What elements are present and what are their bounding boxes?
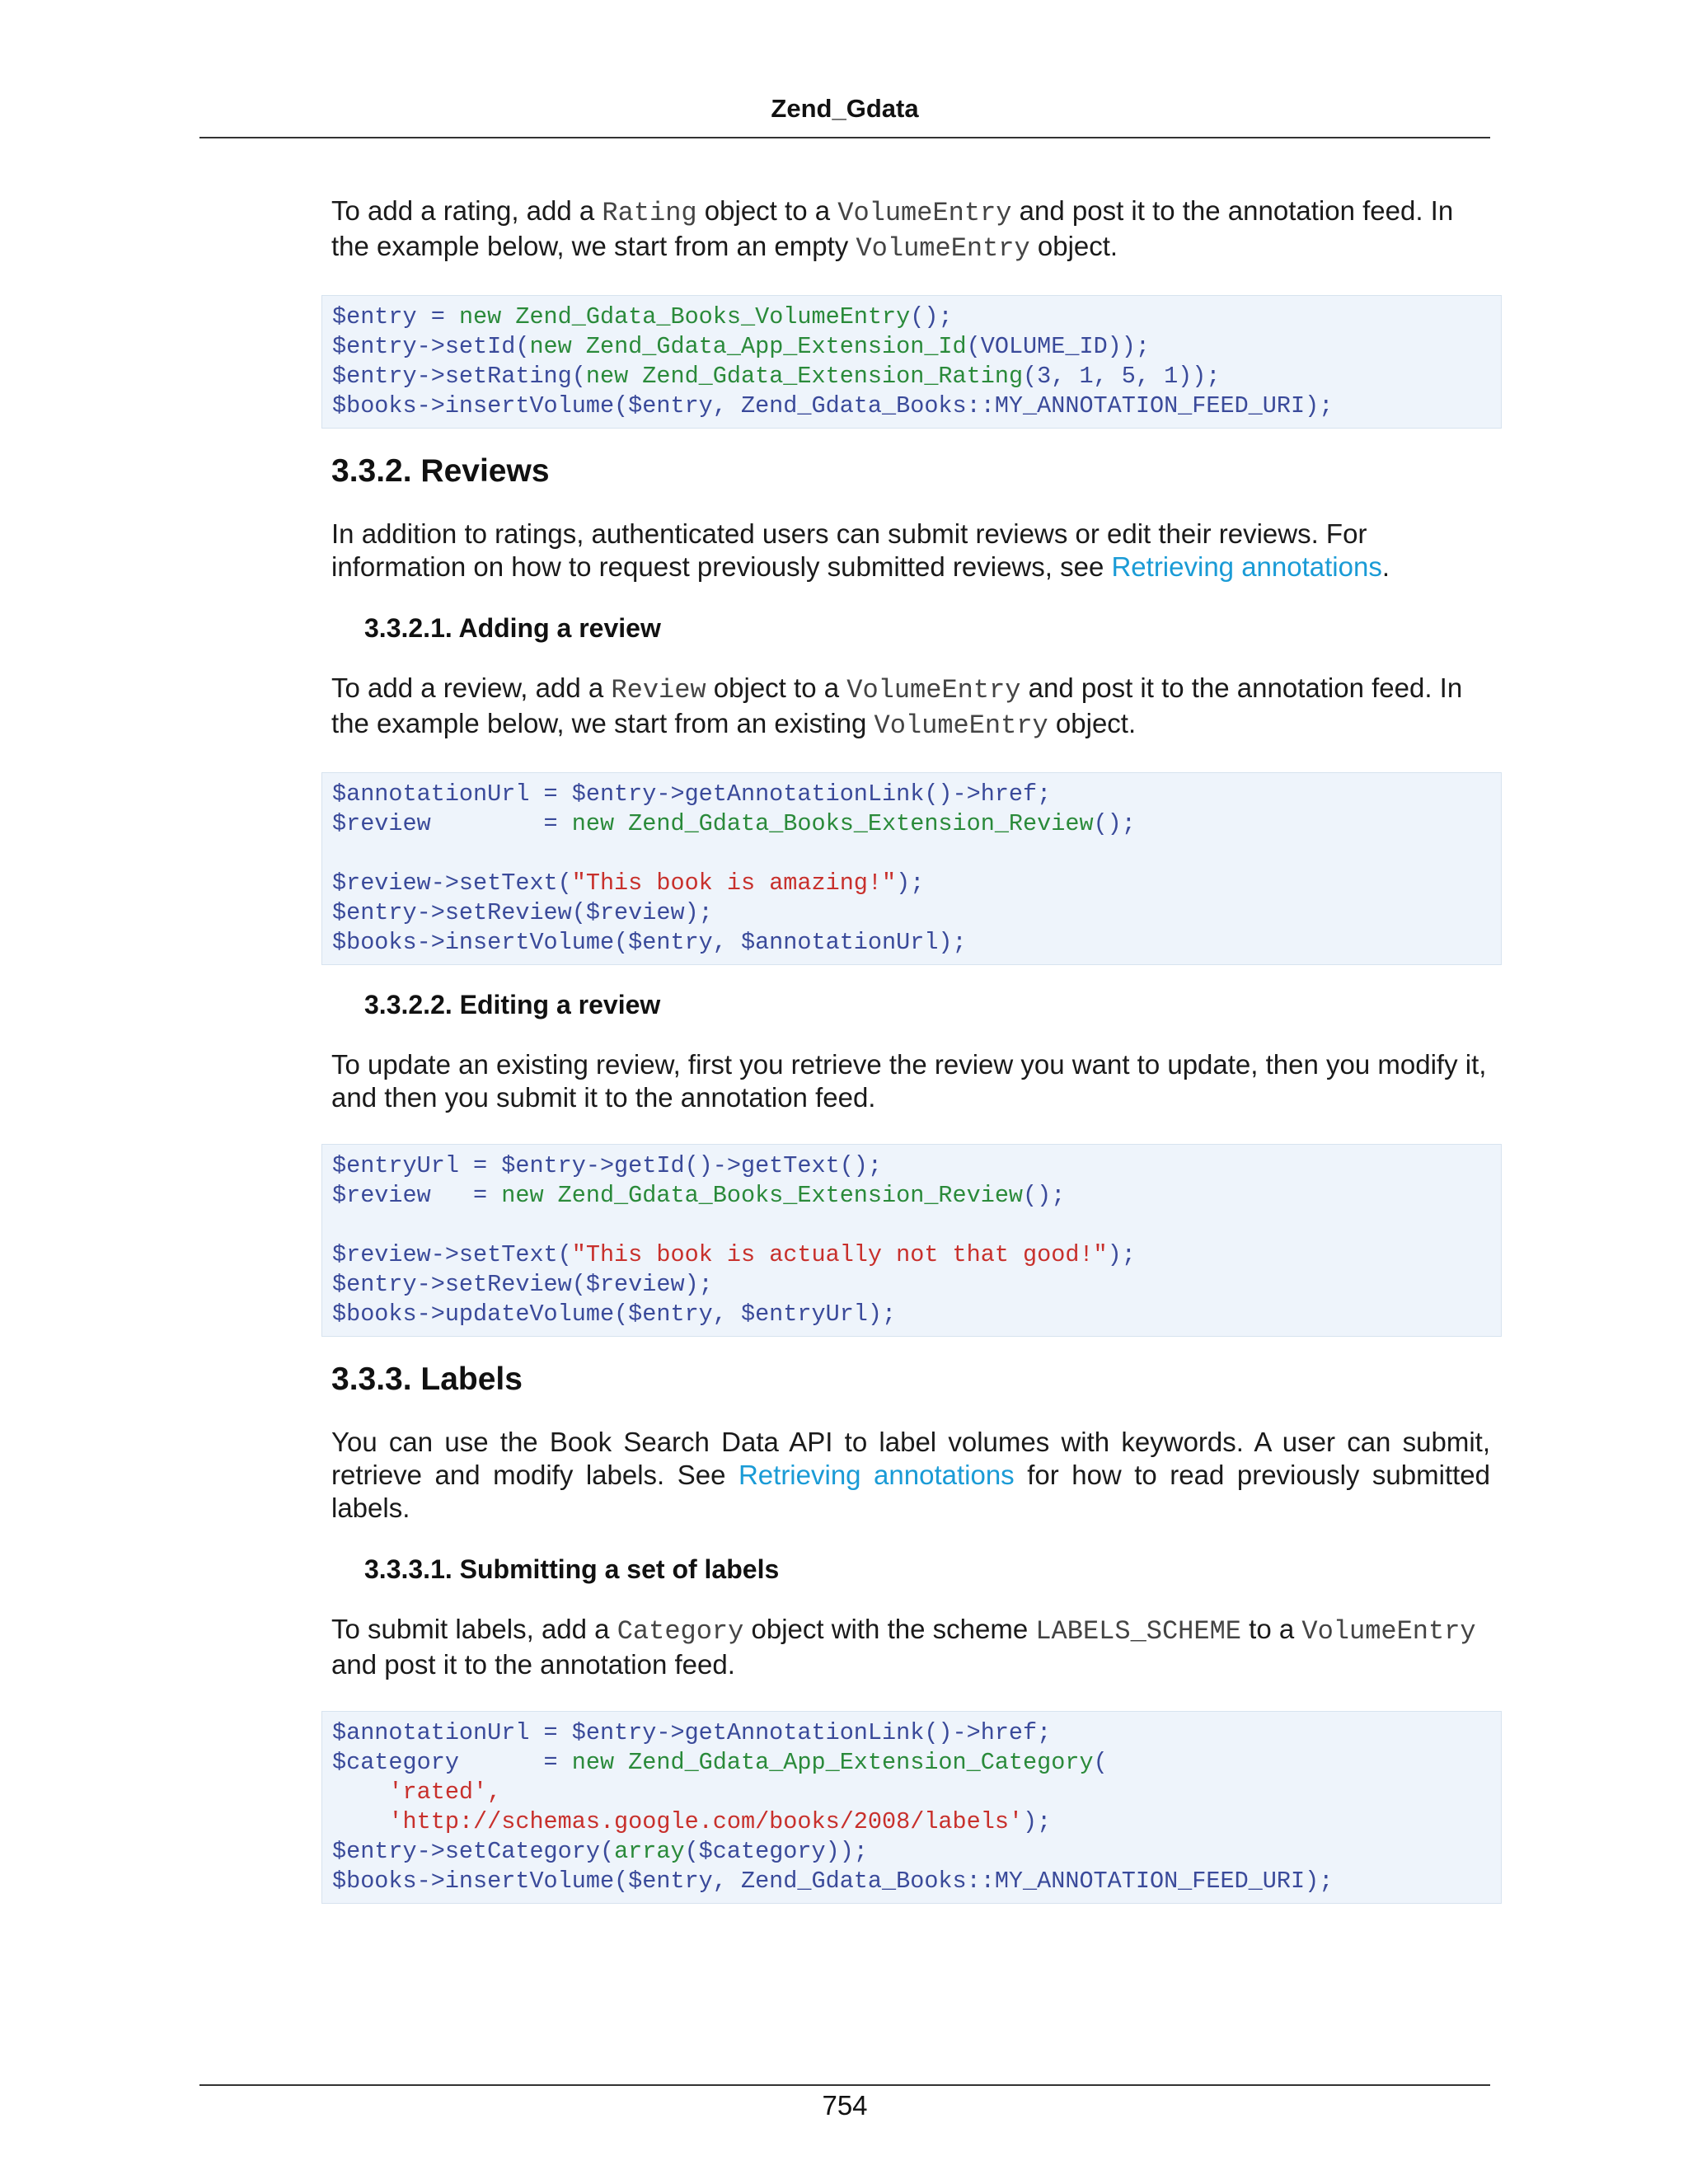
text-fragment: You can use the Book Search Data API to label volumes with keywords. A user can submit, retrieve and modify labels. See	[331, 1427, 1490, 1490]
code-string: "This book is amazing!"	[571, 869, 897, 897]
subsection-heading-editing-review: 3.3.2.2. Editing a review	[364, 990, 661, 1019]
code-token: (	[1093, 1749, 1108, 1776]
code-token: $books->updateVolume($entry, $entryUrl);	[332, 1301, 897, 1328]
code-token: );	[1023, 1808, 1052, 1835]
code-token: (3, 1, 5, 1));	[1023, 363, 1221, 390]
code-string: "This book is actually not that good!"	[571, 1241, 1108, 1268]
inline-code-category: Category	[617, 1616, 744, 1647]
code-token: ();	[1023, 1182, 1066, 1209]
rating-intro-paragraph	[331, 194, 1490, 265]
page-content	[331, 194, 1490, 1929]
text-fragment: In addition to ratings, authenticated users can submit reviews or edit their reviews. For information on how to request previously submitted reviews, see	[331, 518, 1367, 582]
text-fragment: for how to read previously submitted labels.	[331, 1460, 1491, 1523]
text-fragment: To add a rating, add a	[331, 195, 603, 226]
text-fragment: object to a	[696, 195, 838, 226]
code-token: $review->setText(	[332, 869, 572, 897]
code-token: $category =	[332, 1749, 572, 1776]
code-token: $annotationUrl = $entry->getAnnotationLink()->href;	[332, 780, 1052, 808]
code-block-edit-review[interactable]	[321, 1144, 1502, 1337]
code-token: new Zend_Gdata_Books_VolumeEntry	[458, 303, 911, 330]
reviews-paragraph	[331, 518, 1490, 583]
page-number: 754	[822, 2090, 868, 2121]
code-token: $review->setText(	[332, 1241, 572, 1268]
code-token: $annotationUrl = $entry->getAnnotationLink()->href;	[332, 1719, 1052, 1746]
code-token: $entry =	[332, 303, 459, 330]
section-heading-reviews: 3.3.2. Reviews	[331, 453, 550, 489]
text-fragment: To add a review, add a	[331, 673, 612, 703]
code-token: $entry->setReview($review);	[332, 1271, 713, 1298]
inline-code-volumeentry: VolumeEntry	[1301, 1616, 1476, 1647]
text-fragment: object with the scheme	[743, 1614, 1036, 1644]
code-token: $review =	[332, 1182, 502, 1209]
code-token: array	[614, 1838, 685, 1865]
code-token: );	[896, 869, 925, 897]
subsection-heading-submitting-labels: 3.3.3.1. Submitting a set of labels	[364, 1554, 780, 1584]
code-token: $entry->setRating(	[332, 363, 586, 390]
text-fragment: object.	[1029, 231, 1118, 261]
text-fragment: object.	[1048, 708, 1137, 738]
code-token: $entry->setReview($review);	[332, 899, 713, 926]
retrieving-annotations-link[interactable]: Retrieving annotations	[738, 1460, 1015, 1490]
code-token: ();	[1093, 810, 1136, 837]
retrieving-annotations-link[interactable]: Retrieving annotations	[1111, 551, 1382, 582]
running-header: Zend_Gdata	[771, 94, 919, 123]
code-token: $books->insertVolume($entry, Zend_Gdata_Books::MY_ANNOTATION_FEED_URI);	[332, 392, 1334, 419]
subsection-heading-adding-review: 3.3.2.1. Adding a review	[364, 613, 661, 643]
inline-code-volumeentry: VolumeEntry	[837, 198, 1012, 228]
text-fragment: object to a	[706, 673, 847, 703]
code-string: 'rated',	[332, 1779, 502, 1806]
code-token: $books->insertVolume($entry, $annotationUrl);	[332, 929, 967, 956]
text-fragment: To submit labels, add a	[331, 1614, 617, 1644]
inline-code-volumeentry: VolumeEntry	[874, 710, 1048, 741]
code-block-labels[interactable]	[321, 1711, 1502, 1904]
code-token: new Zend_Gdata_Books_Extension_Review	[501, 1182, 1024, 1209]
submitting-labels-paragraph	[331, 1613, 1490, 1681]
footer-rule	[199, 2084, 1490, 2086]
code-block-rating[interactable]	[321, 295, 1502, 429]
code-token: new Zend_Gdata_Extension_Rating	[585, 363, 1024, 390]
inline-code-labels-scheme: LABELS_SCHEME	[1035, 1616, 1241, 1647]
inline-code-review: Review	[611, 675, 706, 705]
code-token: new Zend_Gdata_App_Extension_Id	[529, 333, 967, 360]
section-heading-labels: 3.3.3. Labels	[331, 1361, 523, 1397]
code-block-add-review[interactable]	[321, 772, 1502, 965]
text-fragment: and post it to the annotation feed.	[331, 1649, 735, 1680]
text-fragment: .	[1381, 551, 1390, 582]
text-fragment: to a	[1240, 1614, 1302, 1644]
inline-code-volumeentry: VolumeEntry	[856, 233, 1030, 264]
code-token: $books->insertVolume($entry, Zend_Gdata_Books::MY_ANNOTATION_FEED_URI);	[332, 1868, 1334, 1895]
code-token: new Zend_Gdata_App_Extension_Category	[571, 1749, 1094, 1776]
code-string: 'http://schemas.google.com/books/2008/labels'	[332, 1808, 1024, 1835]
text-fragment: and post it to the annotation feed. In the example below, we start from an existing	[331, 673, 1463, 738]
inline-code-volumeentry: VolumeEntry	[846, 675, 1021, 705]
code-token: );	[1107, 1241, 1136, 1268]
inline-code-rating: Rating	[602, 198, 697, 228]
code-token: $entryUrl = $entry->getId()->getText();	[332, 1152, 883, 1179]
code-token: new Zend_Gdata_Books_Extension_Review	[571, 810, 1094, 837]
adding-review-paragraph	[331, 672, 1490, 743]
code-token: ($category));	[684, 1838, 868, 1865]
labels-paragraph	[331, 1426, 1490, 1525]
code-token: $review =	[332, 810, 572, 837]
code-token: $entry->setCategory(	[332, 1838, 615, 1865]
code-token: (VOLUME_ID));	[966, 333, 1150, 360]
header-rule	[199, 137, 1490, 138]
text-fragment: and post it to the annotation feed. In the example below, we start from an empty	[331, 195, 1454, 261]
code-token: ();	[910, 303, 953, 330]
editing-review-paragraph: To update an existing review, first you retrieve the review you want to update, then you modify it, and then you submit it to the annotation feed.	[331, 1049, 1487, 1113]
code-token: $entry->setId(	[332, 333, 530, 360]
